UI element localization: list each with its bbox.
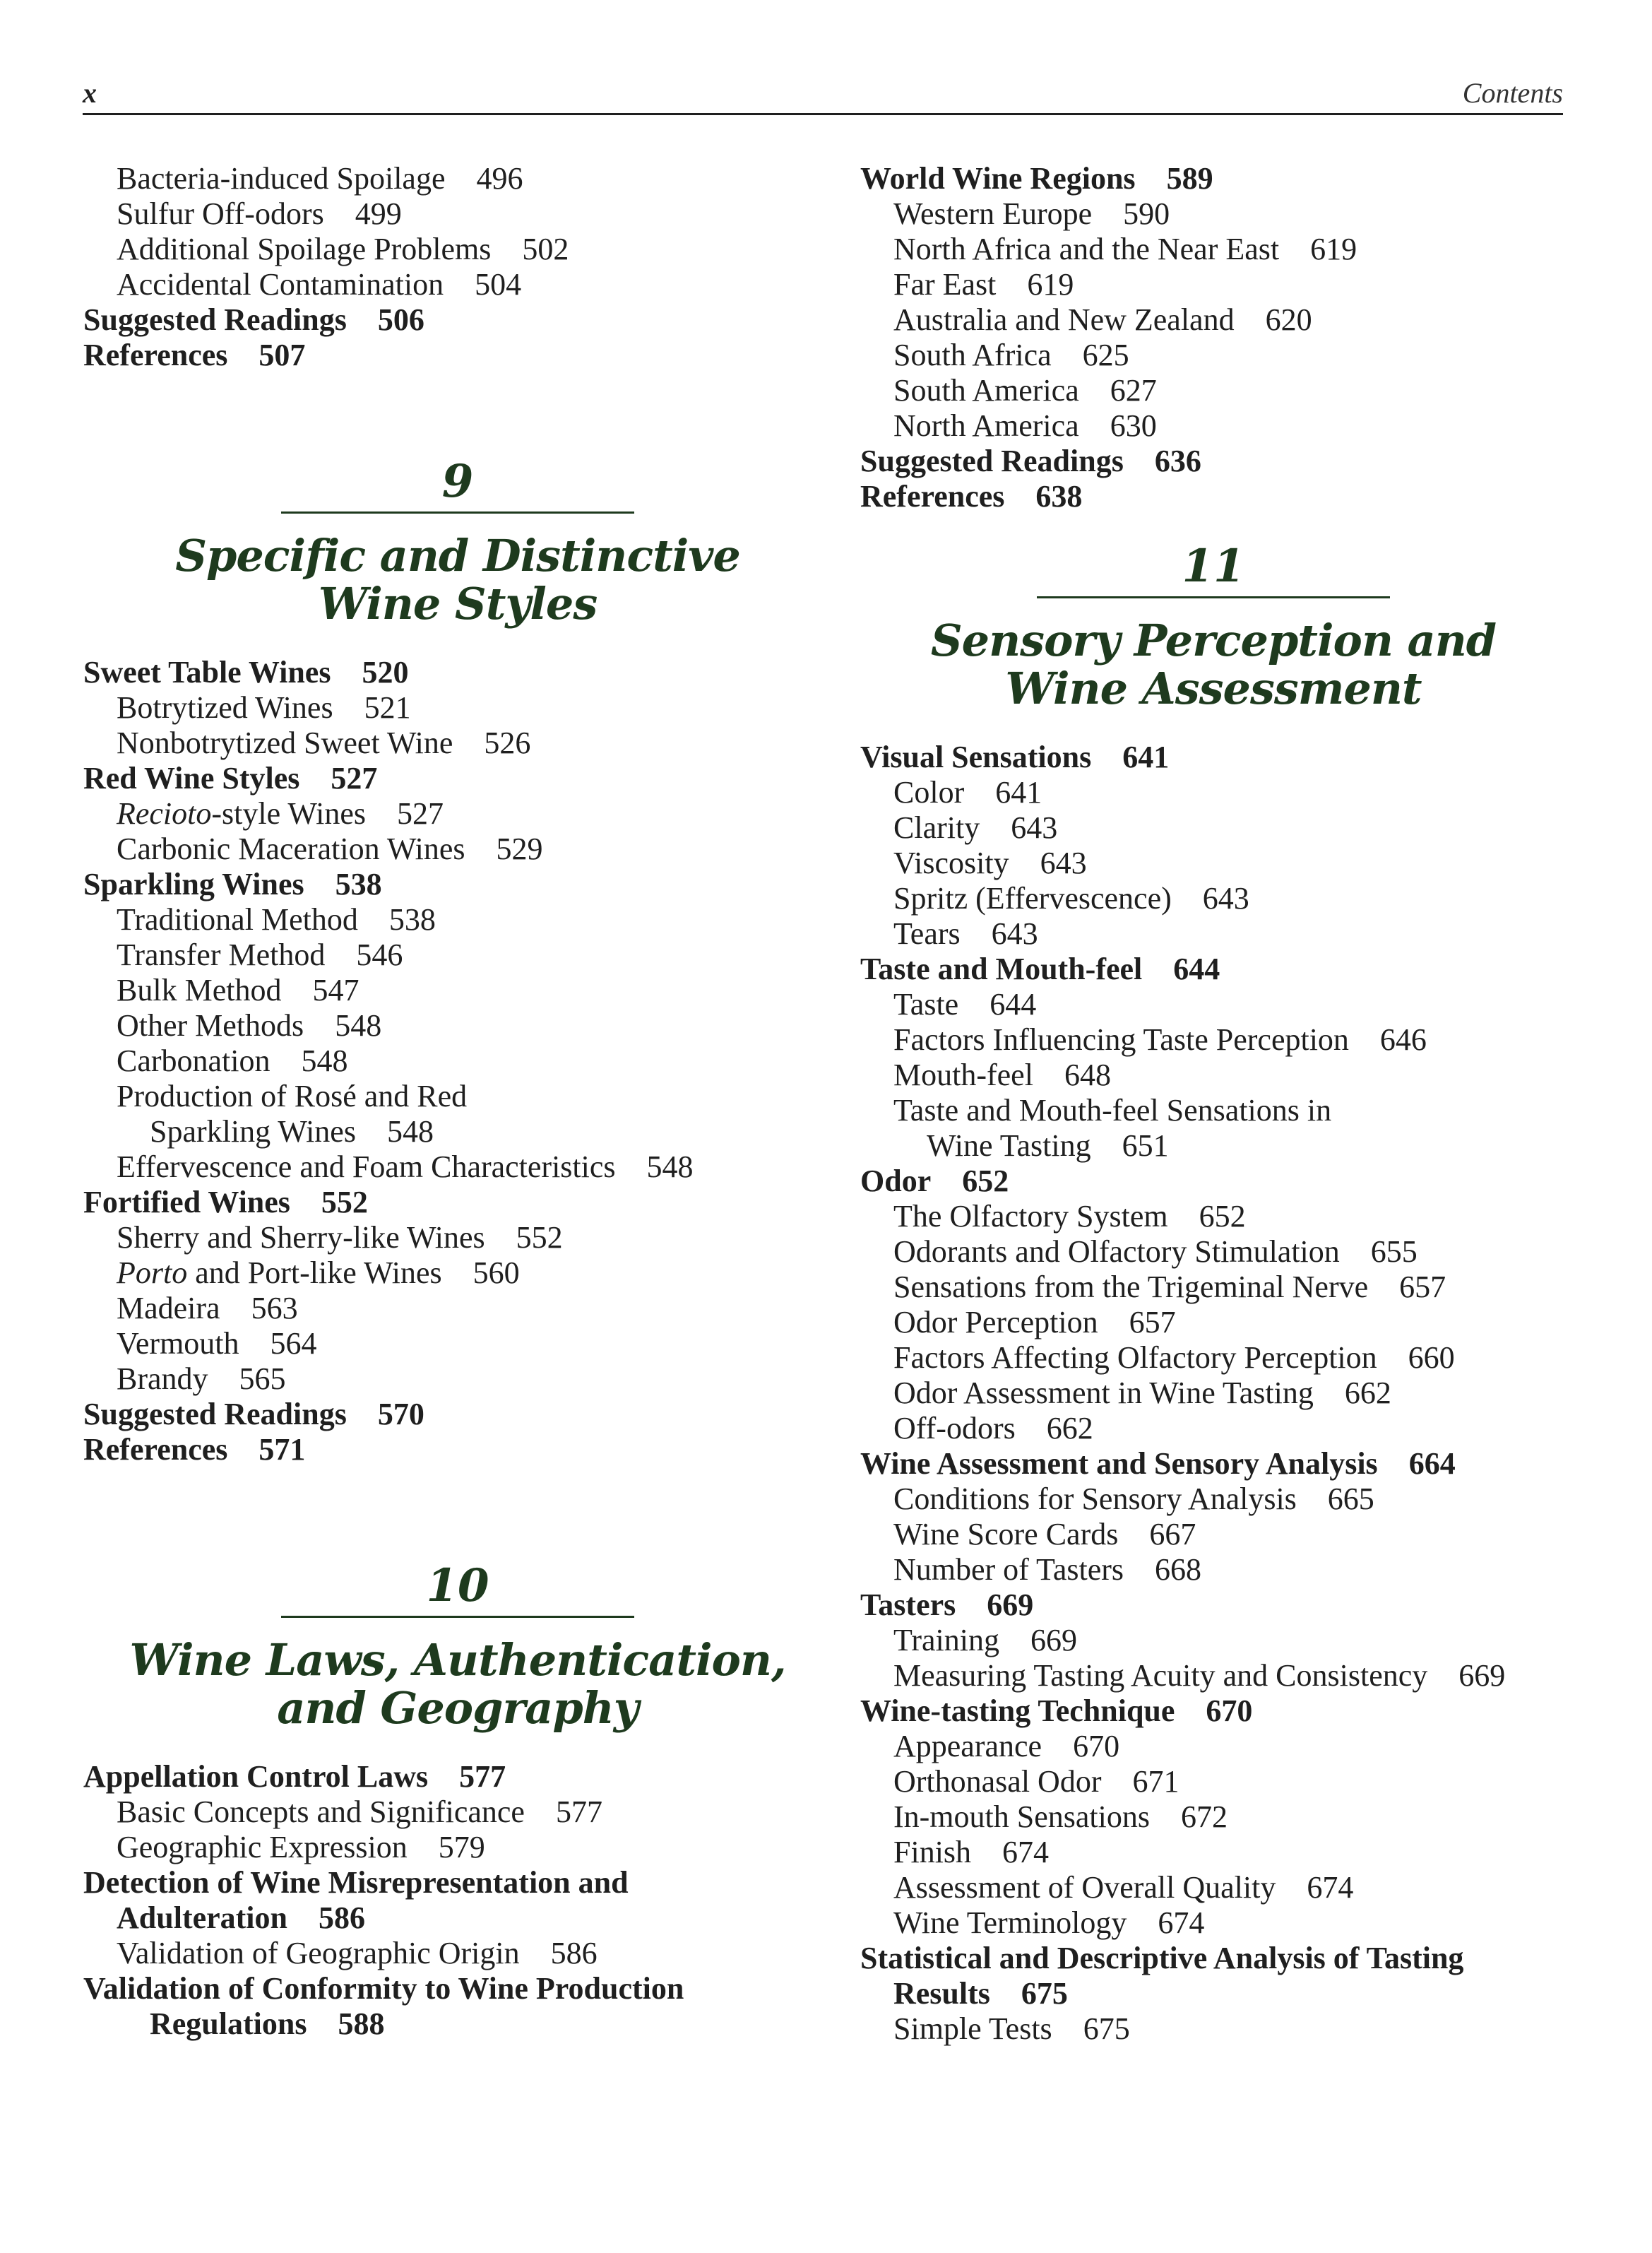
toc-entry-title: Sparkling Wines (83, 867, 304, 901)
chapter-heading (860, 541, 1567, 713)
toc-entry-page: 674 (1307, 1870, 1354, 1905)
chapter-title-line: and Geography (277, 1682, 638, 1734)
toc-entry-title: Traditional Method (117, 902, 358, 937)
toc-entry[interactable] (83, 1008, 832, 1043)
toc-entry[interactable] (860, 987, 1567, 1022)
toc-entry[interactable] (83, 1794, 832, 1830)
toc-entry-title: Orthonasal Odor (893, 1764, 1102, 1799)
toc-entry-title: Measuring Tasting Acuity and Consistency (893, 1658, 1428, 1693)
toc-entry[interactable] (860, 479, 1567, 514)
toc-entry-page: 674 (1158, 1905, 1205, 1940)
toc-entry-title: Other Methods (117, 1008, 304, 1043)
toc-entry-title: Basic Concepts and Significance (117, 1794, 525, 1829)
toc-entry-title: Sweet Table Wines (83, 655, 331, 690)
toc-entry-title: Conditions for Sensory Analysis (893, 1482, 1297, 1516)
chapter-rule (281, 1616, 634, 1618)
toc-entry[interactable] (83, 302, 832, 338)
toc-entry-page: 588 (338, 2006, 385, 2041)
toc-entry-page: 527 (397, 796, 444, 831)
toc-list (83, 161, 832, 373)
toc-entry-page: 655 (1370, 1234, 1418, 1269)
toc-entry-title: Sulfur Off-odors (117, 196, 324, 231)
toc-entry-title: Suggested Readings (860, 444, 1124, 478)
toc-entry-title: Vermouth (117, 1326, 239, 1361)
toc-entry-page: 664 (1408, 1446, 1456, 1481)
page-number: x (83, 77, 97, 109)
toc-entry-page: 619 (1027, 267, 1074, 302)
toc-entry[interactable] (83, 1114, 832, 1149)
toc-entry-page: 520 (362, 655, 409, 690)
toc-entry[interactable] (860, 1764, 1567, 1799)
toc-entry-page: 648 (1064, 1058, 1111, 1092)
toc-entry-title: North Africa and the Near East (893, 232, 1280, 266)
toc-entry-title: Factors Affecting Olfactory Perception (893, 1340, 1377, 1375)
toc-entry-title: Odor (860, 1164, 932, 1198)
toc-entry-page: 577 (555, 1794, 602, 1829)
toc-entry[interactable] (860, 1587, 1567, 1623)
toc-entry-page: 627 (1110, 373, 1157, 408)
toc-entry-title: Wine Assessment and Sensory Analysis (860, 1446, 1378, 1481)
toc-entry[interactable] (860, 1376, 1567, 1411)
toc-entry[interactable] (860, 161, 1567, 196)
toc-entry-page: 507 (259, 338, 306, 372)
toc-entry[interactable] (83, 1397, 832, 1432)
toc-entry[interactable] (860, 1799, 1567, 1835)
toc-entry-title: Odor Assessment in Wine Tasting (893, 1376, 1314, 1410)
toc-entry-page: 564 (270, 1326, 317, 1361)
toc-entry-title: Odor Perception (893, 1305, 1098, 1340)
toc-entry-page: 674 (1002, 1835, 1050, 1869)
toc-entry-page: 643 (1040, 846, 1087, 880)
toc-entry-page: 547 (312, 973, 359, 1007)
toc-entry[interactable] (860, 1658, 1567, 1693)
toc-entry-page: 660 (1408, 1340, 1455, 1375)
toc-entry-title: References (83, 338, 228, 372)
toc-entry-title: Botrytized Wines (117, 690, 333, 725)
toc-entry-title: Effervescence and Foam Characteristics (117, 1149, 616, 1184)
toc-entry-title: Fortified Wines (83, 1185, 290, 1219)
toc-entry-page: 548 (301, 1043, 348, 1078)
chapter-number: 9 (441, 455, 474, 508)
toc-list (83, 1759, 832, 2042)
toc-entry-page: 644 (990, 987, 1037, 1022)
toc-entry-page: 563 (251, 1291, 298, 1325)
toc-entry-title: Appellation Control Laws (83, 1759, 429, 1794)
toc-entry-page: 548 (386, 1114, 434, 1149)
toc-entry-page: 644 (1173, 952, 1220, 986)
toc-entry-page: 590 (1123, 196, 1170, 231)
toc-entry[interactable] (83, 1759, 832, 1794)
toc-entry[interactable] (860, 373, 1567, 408)
toc-entry-title: Carbonation (117, 1043, 271, 1078)
chapter-heading (83, 456, 832, 628)
toc-entry[interactable] (83, 196, 832, 232)
toc-entry-page: 672 (1180, 1799, 1228, 1834)
toc-entry-page: 643 (1202, 881, 1249, 916)
chapter-number: 11 (1182, 540, 1245, 593)
toc-entry-page: 496 (476, 161, 523, 196)
toc-entry-title: and Port-like Wines (187, 1255, 442, 1290)
toc-entry-page: 529 (496, 832, 543, 866)
toc-entry-page: 571 (259, 1432, 306, 1467)
toc-entry[interactable] (83, 867, 832, 902)
chapter-title-line: Sensory Perception and (930, 615, 1497, 666)
toc-entry[interactable] (860, 1411, 1567, 1446)
toc-entry-page: 552 (516, 1220, 563, 1255)
toc-entry-page: 657 (1399, 1270, 1446, 1304)
toc-entry[interactable] (860, 846, 1567, 881)
toc-entry[interactable] (860, 775, 1567, 810)
toc-entry-title: In-mouth Sensations (893, 1799, 1150, 1834)
toc-entry[interactable] (860, 1164, 1567, 1199)
chapter-rule (281, 511, 634, 514)
toc-entry-title: Brandy (117, 1361, 208, 1396)
toc-entry-title: Odorants and Olfactory Stimulation (893, 1234, 1340, 1269)
toc-entry[interactable] (860, 740, 1567, 775)
toc-entry[interactable] (83, 1432, 832, 1467)
toc-entry-page: 552 (321, 1185, 368, 1219)
toc-entry-page: 662 (1046, 1411, 1093, 1445)
toc-entry-page: 641 (1122, 740, 1170, 774)
chapter-title-line: Specific and Distinctive (175, 530, 740, 581)
toc-entry-title: Validation of Conformity to Wine Production (83, 1971, 684, 2006)
toc-entry-title: Taste (893, 987, 959, 1022)
toc-entry[interactable] (83, 973, 832, 1008)
chapter-title (860, 617, 1567, 713)
toc-entry[interactable] (860, 408, 1567, 444)
toc-entry-title: South America (893, 373, 1079, 408)
toc-entry[interactable] (860, 1729, 1567, 1764)
toc-entry-page: 670 (1073, 1729, 1120, 1763)
toc-entry-title: Carbonic Maceration Wines (117, 832, 465, 866)
toc-entry[interactable] (83, 690, 832, 726)
toc-entry-page: 619 (1310, 232, 1357, 266)
toc-entry[interactable] (860, 196, 1567, 232)
toc-entry-title: Off-odors (893, 1411, 1016, 1445)
chapter-title-line: Wine Styles (318, 578, 598, 629)
toc-entry-page: 643 (1011, 810, 1058, 845)
toc-entry[interactable] (860, 1905, 1567, 1941)
toc-entry-page: 651 (1122, 1128, 1169, 1163)
toc-entry-page: 560 (473, 1255, 520, 1290)
toc-entry[interactable] (860, 1022, 1567, 1058)
toc-entry-page: 668 (1155, 1552, 1202, 1587)
toc-entry-title: Detection of Wine Misrepresentation and (83, 1865, 629, 1900)
toc-entry[interactable] (83, 1326, 832, 1361)
toc-entry-title: Accidental Contamination (117, 267, 444, 302)
toc-entry-title: Statistical and Descriptive Analysis of Tasting (860, 1941, 1464, 1975)
toc-entry[interactable] (83, 1079, 832, 1114)
toc-entry[interactable] (860, 952, 1567, 987)
toc-entry[interactable] (860, 232, 1567, 267)
toc-entry-page: 589 (1166, 161, 1213, 196)
toc-entry[interactable] (860, 1623, 1567, 1658)
toc-list (860, 740, 1567, 2047)
toc-entry-title: Transfer Method (117, 938, 326, 972)
toc-entry-title: Wine-tasting Technique (860, 1693, 1175, 1728)
toc-entry-page: 636 (1154, 444, 1201, 478)
toc-entry-title: Results (893, 1976, 990, 2011)
toc-entry[interactable] (83, 1900, 832, 1936)
toc-entry-title: Finish (893, 1835, 972, 1869)
toc-entry[interactable] (860, 267, 1567, 302)
toc-entry-italic: Porto (117, 1255, 188, 1290)
toc-entry-title: Tears (893, 916, 961, 951)
toc-entry-title: Assessment of Overall Quality (893, 1870, 1276, 1905)
toc-entry[interactable] (860, 1517, 1567, 1552)
toc-entry[interactable] (860, 1340, 1567, 1376)
toc-entry-title: Western Europe (893, 196, 1093, 231)
toc-entry[interactable] (860, 1058, 1567, 1093)
chapter-title (83, 532, 832, 628)
toc-entry[interactable] (860, 1270, 1567, 1305)
toc-entry[interactable] (860, 1976, 1567, 2011)
toc-entry-title: Regulations (150, 2006, 307, 2041)
toc-entry-page: 504 (475, 267, 522, 302)
toc-entry-title: Visual Sensations (860, 740, 1092, 774)
chapter-number: 10 (426, 1559, 489, 1612)
toc-entry[interactable] (83, 655, 832, 690)
chapter-title (83, 1636, 832, 1732)
toc-entry-title: Production of Rosé and Red (117, 1079, 468, 1113)
toc-entry-page: 502 (522, 232, 569, 266)
toc-entry[interactable] (860, 1234, 1567, 1270)
toc-entry[interactable] (860, 1446, 1567, 1482)
toc-entry-page: 671 (1132, 1764, 1179, 1799)
toc-entry-title: The Olfactory System (893, 1199, 1168, 1234)
chapter-title-line: Wine Assessment (1005, 663, 1422, 714)
toc-entry[interactable] (860, 2011, 1567, 2047)
toc-entry-title: Sherry and Sherry-like Wines (117, 1220, 485, 1255)
toc-entry-page: 538 (335, 867, 382, 901)
toc-entry-page: 548 (335, 1008, 382, 1043)
toc-entry[interactable] (860, 1693, 1567, 1729)
toc-entry[interactable] (83, 1865, 832, 1900)
toc-entry-title: Simple Tests (893, 2011, 1052, 2046)
toc-entry[interactable] (83, 1936, 832, 1971)
toc-entry[interactable] (83, 1971, 832, 2006)
toc-entry[interactable] (83, 1291, 832, 1326)
toc-entry-page: 506 (377, 302, 424, 337)
toc-entry-page: 652 (1199, 1199, 1246, 1234)
toc-entry[interactable] (83, 1255, 832, 1291)
toc-entry-page: 646 (1379, 1022, 1427, 1057)
toc-entry[interactable] (83, 1149, 832, 1185)
chapter-heading (83, 1561, 832, 1732)
toc-entry-title: Appearance (893, 1729, 1042, 1763)
toc-entry-page: 641 (995, 775, 1042, 810)
toc-entry-page: 657 (1129, 1305, 1176, 1340)
toc-entry-title: Sparkling Wines (150, 1114, 356, 1149)
toc-entry-title: Spritz (Effervescence) (893, 881, 1172, 916)
toc-entry-page: 643 (991, 916, 1038, 951)
toc-entry-title: Far East (893, 267, 997, 302)
toc-entry[interactable] (83, 1830, 832, 1865)
toc-entry-title: References (860, 479, 1005, 514)
toc-entry-page: 546 (356, 938, 403, 972)
toc-entry-title: Training (893, 1623, 999, 1657)
toc-entry-page: 669 (1458, 1658, 1506, 1693)
toc-entry-title: Additional Spoilage Problems (117, 232, 492, 266)
chapter-rule (1037, 596, 1390, 598)
toc-entry-page: 577 (459, 1759, 506, 1794)
toc-entry-page: 527 (331, 761, 378, 796)
toc-entry[interactable] (83, 1220, 832, 1255)
toc-entry[interactable] (860, 881, 1567, 916)
toc-entry[interactable] (83, 161, 832, 196)
toc-entry[interactable] (860, 1835, 1567, 1870)
toc-entry-page: 570 (377, 1397, 424, 1431)
toc-entry-page: 579 (438, 1830, 485, 1864)
toc-entry-title: Taste and Mouth-feel (860, 952, 1143, 986)
toc-entry[interactable] (860, 1552, 1567, 1587)
toc-entry-page: 565 (239, 1361, 286, 1396)
toc-entry-title: Geographic Expression (117, 1830, 408, 1864)
toc-entry-title: -style Wines (211, 796, 366, 831)
toc-entry[interactable] (83, 938, 832, 973)
toc-entry[interactable] (860, 1093, 1567, 1128)
toc-entry-page: 586 (319, 1900, 365, 1935)
toc-entry-title: Wine Terminology (893, 1905, 1127, 1940)
toc-entry-page: 638 (1035, 479, 1083, 514)
toc-entry-title: South Africa (893, 338, 1052, 372)
toc-entry[interactable] (860, 1482, 1567, 1517)
toc-entry-title: Number of Tasters (893, 1552, 1124, 1587)
toc-entry[interactable] (860, 1305, 1567, 1340)
toc-entry-title: Suggested Readings (83, 1397, 347, 1431)
toc-entry[interactable] (83, 902, 832, 938)
toc-entry[interactable] (83, 832, 832, 867)
toc-entry[interactable] (860, 1199, 1567, 1234)
toc-entry-title: Viscosity (893, 846, 1009, 880)
toc-entry-title: Sensations from the Trigeminal Nerve (893, 1270, 1369, 1304)
toc-entry-page: 675 (1021, 1976, 1068, 2011)
toc-entry-page: 652 (962, 1164, 1009, 1198)
toc-entry-title: Validation of Geographic Origin (117, 1936, 520, 1970)
toc-entry[interactable] (860, 1128, 1567, 1164)
toc-entry[interactable] (860, 1941, 1567, 1976)
toc-entry[interactable] (83, 761, 832, 796)
header-divider (83, 113, 1563, 115)
toc-entry-title: Color (893, 775, 965, 810)
toc-entry-title: Suggested Readings (83, 302, 347, 337)
toc-entry[interactable] (83, 726, 832, 761)
toc-list (860, 161, 1567, 514)
toc-entry[interactable] (83, 2006, 832, 2042)
toc-entry[interactable] (83, 232, 832, 267)
toc-entry-page: 669 (987, 1587, 1034, 1622)
toc-entry[interactable] (83, 1361, 832, 1397)
toc-entry-title: Australia and New Zealand (893, 302, 1235, 337)
toc-entry-page: 665 (1327, 1482, 1374, 1516)
toc-entry[interactable] (83, 1185, 832, 1220)
toc-entry[interactable] (860, 810, 1567, 846)
left-column (83, 161, 832, 2042)
toc-entry-page: 625 (1082, 338, 1129, 372)
toc-entry[interactable] (83, 267, 832, 302)
toc-entry-page: 586 (550, 1936, 598, 1970)
toc-entry[interactable] (83, 1043, 832, 1079)
toc-list (83, 655, 832, 1467)
toc-entry-title: Madeira (117, 1291, 220, 1325)
toc-entry-title: World Wine Regions (860, 161, 1136, 196)
toc-entry-title: Taste and Mouth-feel Sensations in (893, 1093, 1332, 1128)
toc-entry[interactable] (860, 1870, 1567, 1905)
toc-entry-title: Bulk Method (117, 973, 282, 1007)
toc-entry[interactable] (860, 302, 1567, 338)
toc-entry-page: 548 (646, 1149, 694, 1184)
toc-entry-page: 669 (1030, 1623, 1077, 1657)
toc-entry-page: 675 (1083, 2011, 1130, 2046)
toc-entry-title: Mouth-feel (893, 1058, 1033, 1092)
toc-entry-title: North America (893, 408, 1079, 443)
toc-entry-page: 670 (1206, 1693, 1253, 1728)
running-header: Contents (1462, 77, 1563, 109)
toc-entry-page: 499 (355, 196, 402, 231)
toc-entry-page: 662 (1344, 1376, 1391, 1410)
toc-entry-title: References (83, 1432, 228, 1467)
toc-entry-page: 521 (364, 690, 411, 725)
toc-entry-page: 526 (484, 726, 531, 760)
right-column (860, 161, 1567, 2047)
toc-entry[interactable] (860, 338, 1567, 373)
toc-entry[interactable] (83, 338, 832, 373)
toc-entry[interactable] (83, 796, 832, 832)
toc-entry[interactable] (860, 916, 1567, 952)
toc-entry-italic: Recioto (117, 796, 212, 831)
chapter-title-line: Wine Laws, Authentication, (129, 1634, 786, 1686)
toc-entry-page: 667 (1149, 1517, 1196, 1551)
toc-entry[interactable] (860, 444, 1567, 479)
toc-entry-title: Wine Score Cards (893, 1517, 1119, 1551)
toc-entry-title: Factors Influencing Taste Perception (893, 1022, 1349, 1057)
toc-entry-title: Tasters (860, 1587, 956, 1622)
toc-entry-title: Clarity (893, 810, 980, 845)
toc-entry-page: 538 (388, 902, 436, 937)
toc-entry-title: Red Wine Styles (83, 761, 300, 796)
toc-entry-title: Nonbotrytized Sweet Wine (117, 726, 453, 760)
toc-entry-page: 620 (1265, 302, 1312, 337)
toc-entry-page: 630 (1110, 408, 1157, 443)
toc-entry-title: Wine Tasting (927, 1128, 1091, 1163)
toc-entry-title: Adulteration (117, 1900, 287, 1935)
toc-entry-title: Bacteria-induced Spoilage (117, 161, 446, 196)
